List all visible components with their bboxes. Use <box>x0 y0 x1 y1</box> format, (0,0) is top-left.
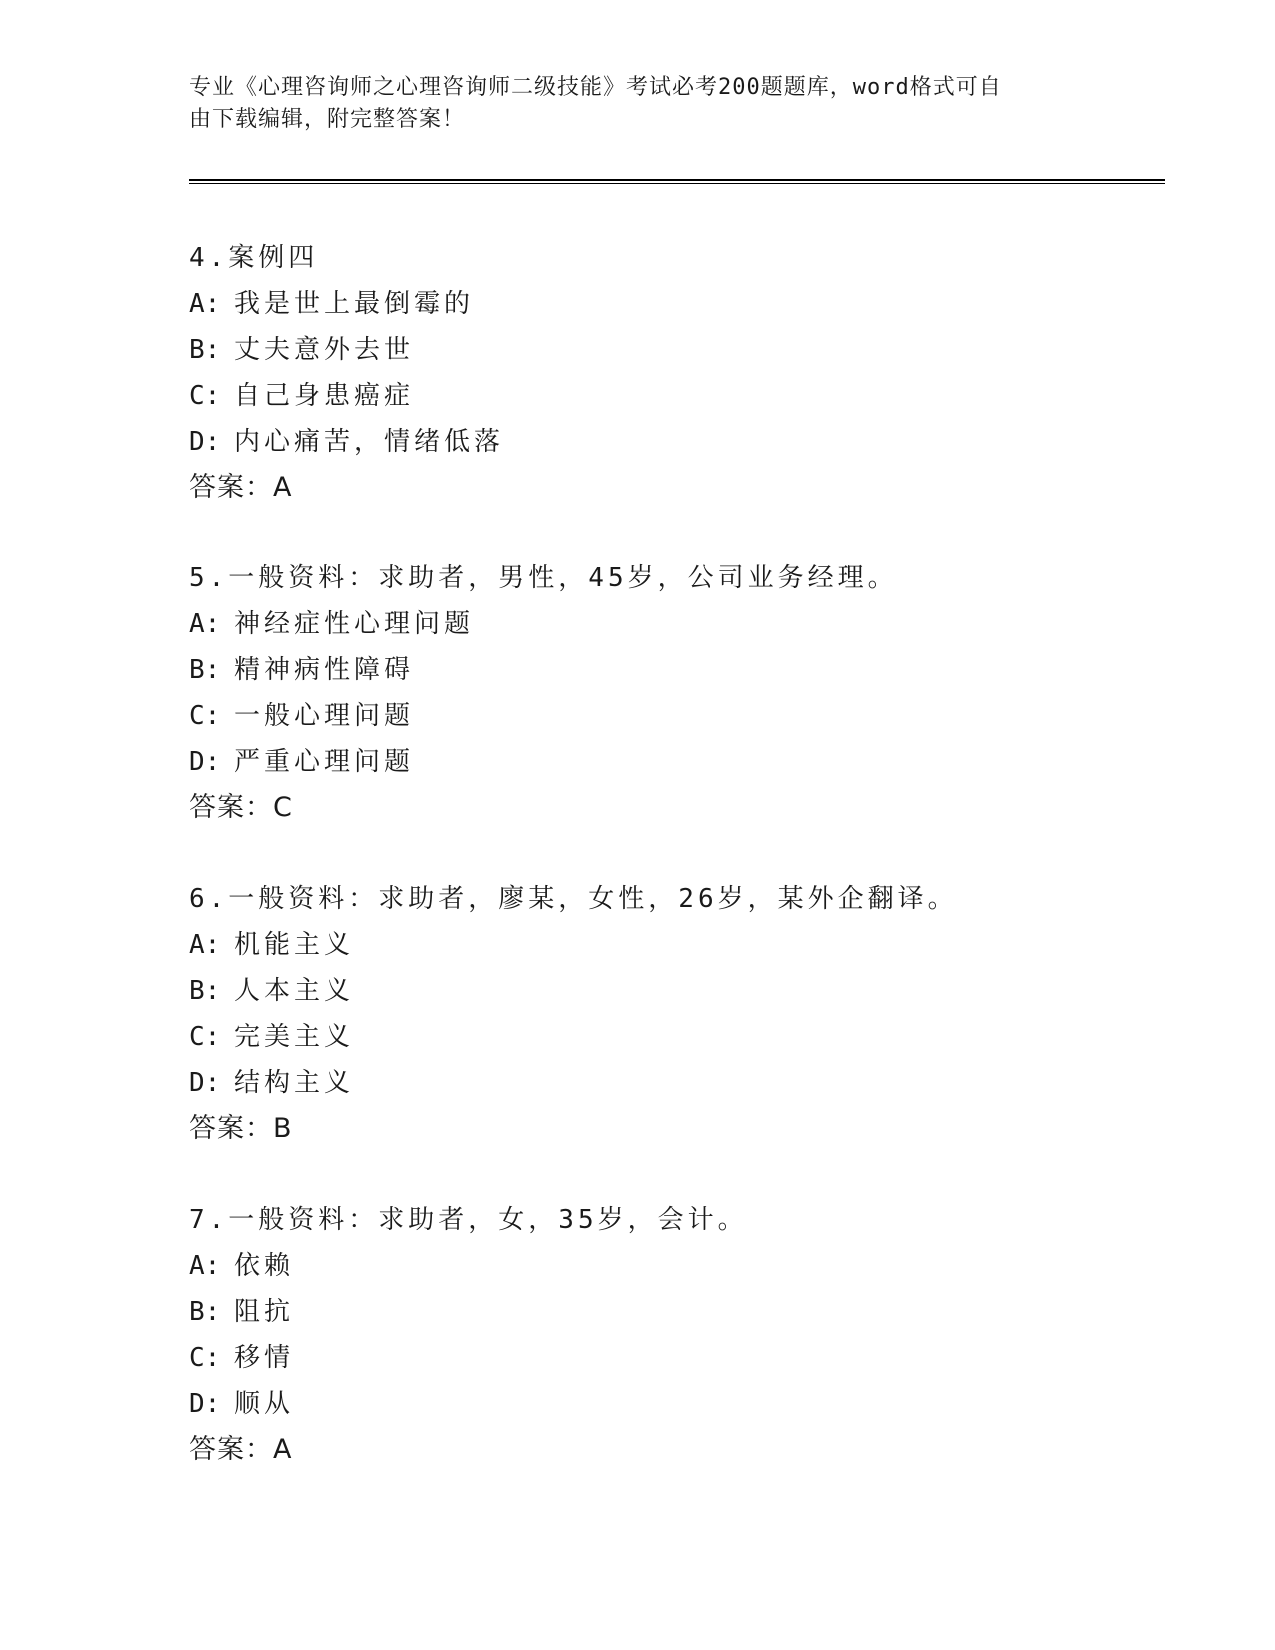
option-b <box>189 327 1149 373</box>
option-b <box>189 647 1149 693</box>
option-text: 自己身患癌症 <box>234 381 415 411</box>
option-c <box>189 1014 1149 1060</box>
option-c <box>189 373 1149 419</box>
option-text: 结构主义 <box>234 1068 355 1098</box>
option-d <box>189 1381 1149 1427</box>
question-block <box>189 555 1149 831</box>
question-block <box>189 876 1149 1152</box>
question-title: 7.一般资料：求助者，女，35岁，会计。 <box>189 1205 748 1235</box>
option-key: A: <box>189 609 221 639</box>
question-block <box>189 235 1149 511</box>
option-d <box>189 419 1149 465</box>
header-line-1: 专业《心理咨询师之心理咨询师二级技能》考试必考200题题库，word格式可自 <box>189 75 1002 100</box>
option-text: 一般心理问题 <box>234 701 415 731</box>
question-title: 5.一般资料：求助者，男性，45岁，公司业务经理。 <box>189 563 898 593</box>
option-key: A: <box>189 289 221 319</box>
option-key: C: <box>189 1022 221 1052</box>
option-key: A: <box>189 1251 221 1281</box>
option-text: 我是世上最倒霉的 <box>234 289 475 319</box>
question-title: 4.案例四 <box>189 243 319 273</box>
option-text: 阻抗 <box>234 1297 295 1327</box>
option-key: B: <box>189 655 221 685</box>
option-a <box>189 601 1149 647</box>
option-text: 严重心理问题 <box>234 747 415 777</box>
option-key: C: <box>189 1343 221 1373</box>
option-key: D: <box>189 1068 221 1098</box>
option-b <box>189 1289 1149 1335</box>
option-text: 内心痛苦，情绪低落 <box>234 427 505 457</box>
option-key: D: <box>189 747 221 777</box>
header-divider-thick <box>189 179 1165 181</box>
option-d <box>189 739 1149 785</box>
option-text: 人本主义 <box>234 976 355 1006</box>
option-a <box>189 922 1149 968</box>
answer-line: 答案：A <box>189 1434 293 1465</box>
option-d <box>189 1060 1149 1106</box>
answer-line: 答案：C <box>189 792 293 823</box>
option-key: B: <box>189 1297 221 1327</box>
option-key: A: <box>189 930 221 960</box>
document-header <box>189 72 1089 136</box>
option-text: 丈夫意外去世 <box>234 335 415 365</box>
option-c <box>189 693 1149 739</box>
answer-line: 答案：A <box>189 472 293 503</box>
option-key: D: <box>189 1389 221 1419</box>
option-a <box>189 281 1149 327</box>
option-text: 依赖 <box>234 1251 295 1281</box>
option-text: 神经症性心理问题 <box>234 609 475 639</box>
option-key: B: <box>189 335 221 365</box>
option-a <box>189 1243 1149 1289</box>
question-block <box>189 1197 1149 1473</box>
option-key: C: <box>189 381 221 411</box>
option-text: 精神病性障碍 <box>234 655 415 685</box>
option-text: 机能主义 <box>234 930 355 960</box>
header-line-2: 由下载编辑，附完整答案！ <box>189 107 466 132</box>
option-text: 移情 <box>234 1343 295 1373</box>
option-text: 顺从 <box>234 1389 295 1419</box>
option-c <box>189 1335 1149 1381</box>
option-key: C: <box>189 701 221 731</box>
answer-line: 答案：B <box>189 1113 293 1144</box>
question-title: 6.一般资料：求助者，廖某，女性，26岁，某外企翻译。 <box>189 884 958 914</box>
option-key: D: <box>189 427 221 457</box>
option-b <box>189 968 1149 1014</box>
option-key: B: <box>189 976 221 1006</box>
option-text: 完美主义 <box>234 1022 355 1052</box>
header-divider-thin <box>189 183 1165 184</box>
